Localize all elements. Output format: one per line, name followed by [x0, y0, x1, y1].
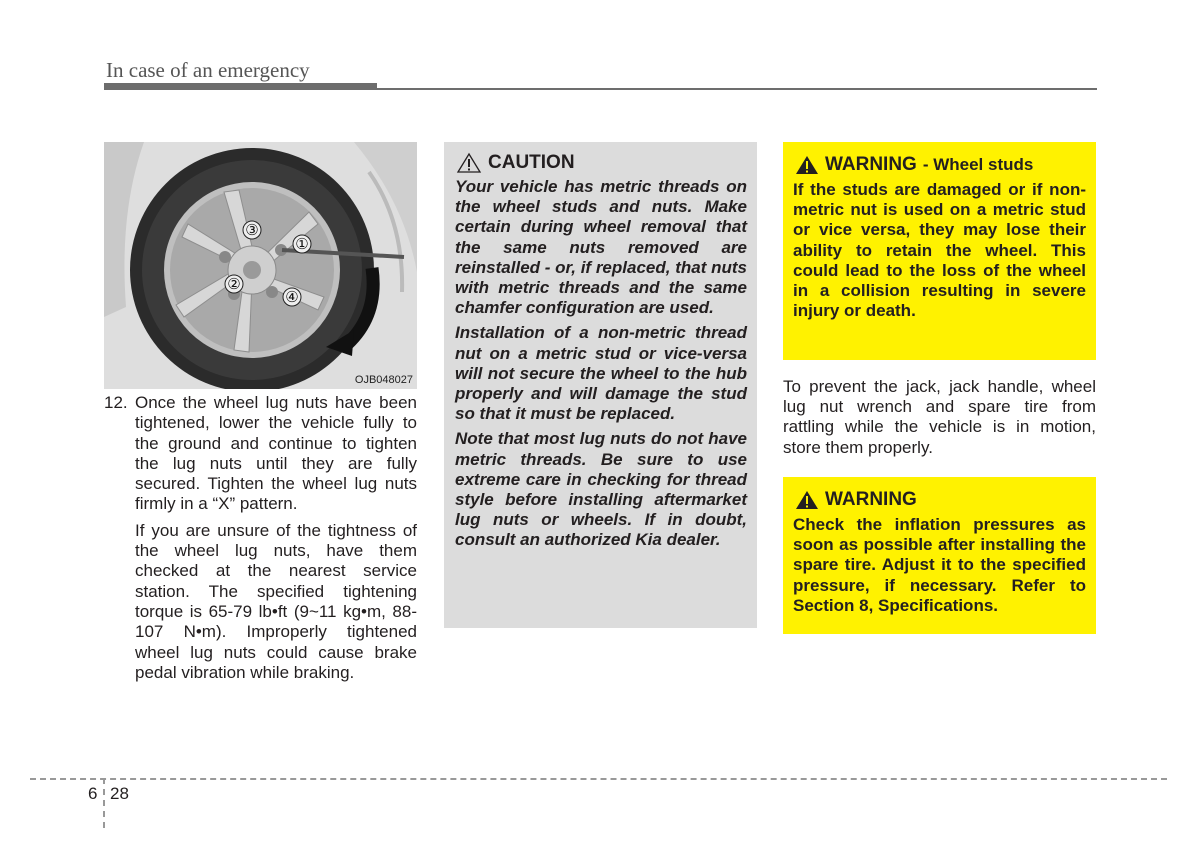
- warning-body: Check the inflation pressures as soon as possible after installing the spare tire. Adjust it to the specified pressure, if necessary. Refer to Section 8, Specifications.: [793, 515, 1086, 615]
- caution-body: [455, 177, 747, 556]
- warning-subtitle: - Wheel studs: [922, 155, 1034, 174]
- step-12: [104, 393, 417, 689]
- caution-box: [444, 142, 757, 628]
- warning-title: WARNING: [825, 489, 917, 510]
- footer-divider: [103, 778, 105, 828]
- nut-label-1: ①: [295, 235, 309, 253]
- caution-paragraph-2: Installation of a non-metric thread nut on a metric stud or vice-versa will not secure the wheel to the hub properly and will damage the stud so that it must be replaced.: [455, 323, 747, 424]
- warning-triangle-icon: [795, 155, 819, 175]
- nut-label-3: ③: [245, 221, 259, 239]
- warning-body: If the studs are damaged or if non-metric nut is used on a metric stud or vice versa, they may lose their ability to retain the wheel. This could lead to the loss of the wheel in a collision resulting in severe injury or death.: [793, 180, 1086, 321]
- warning-heading: [795, 154, 1033, 176]
- caution-paragraph-1: Your vehicle has metric threads on the wheel studs and nuts. Make certain during wheel removal that the same nuts removed are reinstalled - or, if replaced, that nuts with metric threads and the same chamfer configuration are used.: [455, 177, 747, 318]
- caution-heading: [456, 152, 575, 174]
- warning-box-wheel-studs: [783, 142, 1096, 360]
- footer-rule: [30, 778, 1167, 780]
- caution-triangle-icon: [456, 152, 482, 174]
- warning-title: WARNING: [825, 154, 917, 175]
- figure-code: OJB048027: [354, 374, 413, 386]
- header-rule: [104, 88, 1097, 90]
- chapter-number: 6: [88, 784, 98, 803]
- step-paragraph-2: If you are unsure of the tightness of the wheel lug nuts, have them checked at the nearest service station. The specified tightening torque is 65-79 lb•ft (9~11 kg•m, 88-107 N•m). Improperly tightened wheel lug nuts could cause brake pedal vibration while braking.: [135, 520, 417, 682]
- step-number: 12.: [104, 393, 128, 412]
- header-title: In case of an emergency: [106, 58, 310, 82]
- caution-title: CAUTION: [488, 152, 575, 173]
- nut-label-4: ④: [285, 288, 299, 306]
- warning-box-inflation: [783, 477, 1096, 634]
- page-number: 28: [110, 784, 129, 803]
- warning-triangle-icon: [795, 490, 819, 510]
- caution-paragraph-3: Note that most lug nuts do not have metric threads. Be sure to use extreme care in checking for thread style before installing aftermarket lug nuts or wheels. If in doubt, consult an authorized Kia dealer.: [455, 429, 747, 550]
- step-paragraph-1: Once the wheel lug nuts have been tightened, lower the vehicle fully to the ground and continue to tighten the lug nuts until they are fully secured. Tighten the wheel lug nuts firmly in a “X” pattern.: [135, 393, 417, 514]
- wheel-illustration: [104, 142, 417, 389]
- warning-heading: [795, 489, 917, 511]
- storage-paragraph: To prevent the jack, jack handle, wheel lug nut wrench and spare tire from rattling while the vehicle is in motion, store them properly.: [783, 377, 1096, 457]
- nut-label-2: ②: [227, 275, 241, 293]
